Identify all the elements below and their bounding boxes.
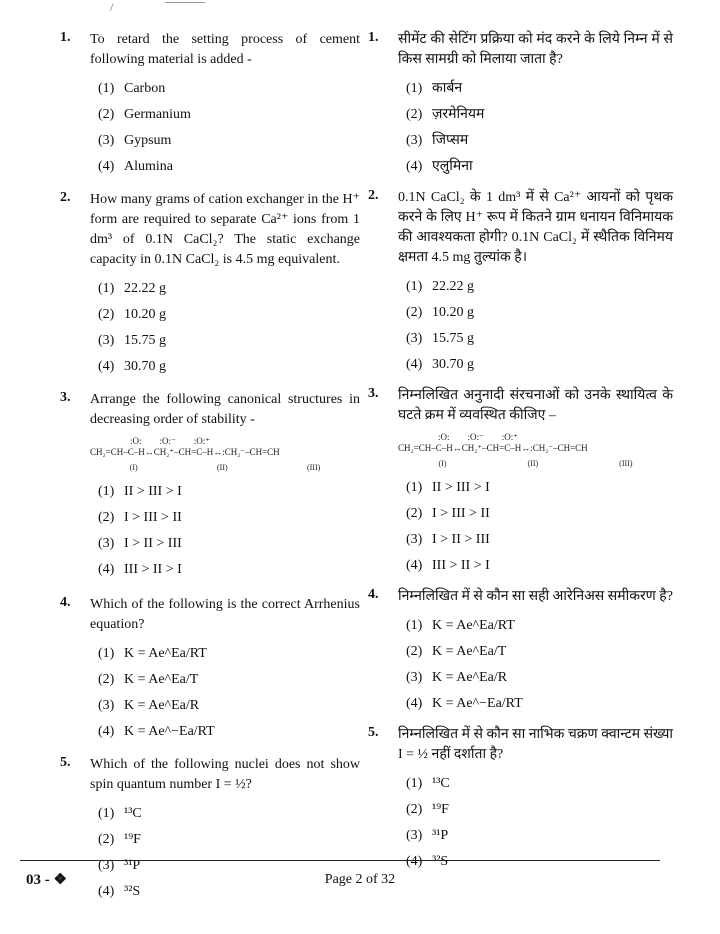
option-number: (3) xyxy=(406,532,423,547)
question-3-en xyxy=(60,390,360,583)
option-text: III > II > I xyxy=(124,562,182,577)
pen-mark: / xyxy=(110,0,114,14)
option-1 xyxy=(98,641,360,667)
question-text: Arrange the following canonical structures in decreasing order of stability - xyxy=(90,392,360,427)
option-number: (4) xyxy=(406,696,423,711)
options-list xyxy=(406,76,673,180)
question-text: 0.1N CaCl₂ के 1 dm³ में से Ca²⁺ आयनों को पृथक करने के लिए H⁺ रूप में कितने ग्राम धनायन विनिमायक की आवश्यकता होगी? 0.1N CaCl₂ में स्थैतिक विनिमय क्षमता 4.5 mg तुल्यांक है। xyxy=(398,190,673,265)
option-number: (3) xyxy=(98,858,115,873)
question-number: 3. xyxy=(368,386,379,401)
option-number: (3) xyxy=(98,133,115,148)
option-number: (1) xyxy=(98,646,115,661)
question-number: 2. xyxy=(368,188,379,203)
option-2 xyxy=(98,505,360,531)
option-number: (1) xyxy=(98,806,115,821)
option-1 xyxy=(406,613,673,639)
option-text: ³²S xyxy=(432,854,449,869)
option-3 xyxy=(406,823,673,849)
question-number: 4. xyxy=(368,587,379,602)
option-number: (1) xyxy=(406,480,423,495)
option-number: (2) xyxy=(406,644,423,659)
option-1 xyxy=(98,801,360,827)
question-number: 1. xyxy=(60,30,71,45)
option-number: (4) xyxy=(98,724,115,739)
option-text: 22.22 g xyxy=(432,279,474,294)
option-number: (2) xyxy=(98,107,115,122)
question-number: 1. xyxy=(368,30,379,45)
option-number: (3) xyxy=(406,670,423,685)
option-2 xyxy=(406,300,673,326)
options-list xyxy=(98,76,360,180)
option-number: (4) xyxy=(406,558,423,573)
question-text: सीमेंट की सेटिंग प्रक्रिया को मंद करने के लिये निम्न में से किस सामग्री को मिलाया जाता है? xyxy=(398,32,673,67)
option-number: (2) xyxy=(98,510,115,525)
option-2 xyxy=(406,639,673,665)
option-1 xyxy=(98,276,360,302)
option-text: K = Ae^Ea/R xyxy=(124,698,200,713)
option-4 xyxy=(98,719,360,745)
question-2-hi xyxy=(368,188,673,378)
option-number: (2) xyxy=(406,305,423,320)
option-text: ³¹P xyxy=(124,858,141,873)
canonical-structures xyxy=(90,436,360,473)
option-text: K = Ae^Ea/T xyxy=(432,644,507,659)
option-number: (3) xyxy=(98,698,115,713)
option-4 xyxy=(406,553,673,579)
option-number: (2) xyxy=(98,672,115,687)
option-text: II > III > I xyxy=(432,480,490,495)
options-list xyxy=(98,801,360,905)
option-text: एलुमिना xyxy=(432,159,473,174)
option-2 xyxy=(406,102,673,128)
option-1 xyxy=(98,479,360,505)
question-3-hi xyxy=(368,386,673,579)
option-text: I > II > III xyxy=(432,532,490,547)
options-list xyxy=(98,276,360,380)
option-text: ³¹P xyxy=(432,828,449,843)
option-number: (4) xyxy=(98,884,115,899)
structure-formula: CH₂=CH–C–H↔CH₂⁺–CH=C–H↔:CH₂⁻–CH=CH xyxy=(90,447,280,457)
option-number: (4) xyxy=(98,562,115,577)
option-text: ज़रमेनियम xyxy=(432,107,485,122)
question-number: 2. xyxy=(60,190,71,205)
option-number: (2) xyxy=(98,832,115,847)
option-1 xyxy=(406,475,673,501)
option-3 xyxy=(406,326,673,352)
option-1 xyxy=(98,76,360,102)
option-text: 22.22 g xyxy=(124,281,166,296)
option-number: (1) xyxy=(406,81,423,96)
question-4-hi xyxy=(368,587,673,717)
structure-label: (I) xyxy=(438,459,447,468)
option-number: (1) xyxy=(406,618,423,633)
question-number: 3. xyxy=(60,390,71,405)
structure-label: (II) xyxy=(216,463,228,472)
structure-label: (II) xyxy=(527,459,539,468)
page-number: Page 2 of 32 xyxy=(324,872,396,887)
option-number: (1) xyxy=(406,279,423,294)
option-number: (3) xyxy=(98,333,115,348)
options-list xyxy=(98,479,360,583)
option-number: (3) xyxy=(406,331,423,346)
option-4 xyxy=(406,352,673,378)
option-text: 10.20 g xyxy=(124,307,166,322)
question-1-hi xyxy=(368,30,673,180)
option-text: Germanium xyxy=(124,107,191,122)
option-text: जिप्सम xyxy=(432,133,469,148)
pen-stroke xyxy=(165,2,205,3)
option-3 xyxy=(406,665,673,691)
option-text: Gypsum xyxy=(124,133,172,148)
question-text: निम्नलिखित अनुनादी संरचनाओं को उनके स्थायित्व के घटते क्रम में व्यवस्थित कीजिए – xyxy=(398,388,673,423)
option-text: K = Ae^Ea/RT xyxy=(432,618,515,633)
option-1 xyxy=(406,771,673,797)
option-text: ¹⁹F xyxy=(432,802,449,817)
structure-label: (III) xyxy=(619,459,633,468)
question-number: 5. xyxy=(368,725,379,740)
option-1 xyxy=(406,274,673,300)
question-text: To retard the setting process of cement following material is added - xyxy=(90,32,360,67)
question-text: निम्नलिखित में से कौन सा नाभिक चक्रण क्वान्टम संख्या I = ½ नहीं दर्शाता है? xyxy=(398,727,673,762)
option-3 xyxy=(98,531,360,557)
option-text: ¹⁹F xyxy=(124,832,141,847)
question-2-en xyxy=(60,190,360,380)
option-number: (2) xyxy=(98,307,115,322)
question-number: 5. xyxy=(60,755,71,770)
option-number: (2) xyxy=(406,506,423,521)
option-text: ¹³C xyxy=(432,776,450,791)
option-2 xyxy=(406,797,673,823)
structure-label: (I) xyxy=(129,463,138,472)
question-number: 4. xyxy=(60,595,71,610)
question-1-en xyxy=(60,30,360,180)
structure-oxygens: :O: :O:⁻ :O:⁺ xyxy=(130,436,211,446)
option-text: K = Ae^Ea/T xyxy=(124,672,199,687)
option-number: (4) xyxy=(98,359,115,374)
option-text: I > III > II xyxy=(432,506,490,521)
options-list xyxy=(406,274,673,378)
option-number: (3) xyxy=(406,133,423,148)
option-number: (4) xyxy=(98,159,115,174)
option-text: 10.20 g xyxy=(432,305,474,320)
structure-labels xyxy=(90,462,360,473)
option-text: I > II > III xyxy=(124,536,182,551)
hindi-column xyxy=(368,30,673,875)
options-list xyxy=(98,641,360,745)
option-text: ³²S xyxy=(124,884,141,899)
structure-formula: CH₂=CH–C–H↔CH₂⁺–CH=C–H↔:CH₂⁻–CH=CH xyxy=(398,443,588,453)
structure-label: (III) xyxy=(306,463,321,472)
question-text: How many grams of cation exchanger in the H⁺ form are required to separate Ca²⁺ ions from 1 dm³ of 0.1N CaCl₂? The static exchange capacity in 0.1N CaCl₂ is 4.5 mg equivalent. xyxy=(90,192,360,267)
question-text: Which of the following nuclei does not show spin quantum number I = ½? xyxy=(90,757,360,792)
option-4 xyxy=(98,154,360,180)
question-text: Which of the following is the correct Arrhenius equation? xyxy=(90,597,360,632)
option-2 xyxy=(406,501,673,527)
option-3 xyxy=(98,328,360,354)
question-4-en xyxy=(60,595,360,745)
option-2 xyxy=(98,102,360,128)
option-number: (4) xyxy=(406,159,423,174)
options-list xyxy=(406,613,673,717)
question-text: निम्नलिखित में से कौन सा सही आरेनिअस समीकरण है? xyxy=(398,589,673,604)
option-text: Carbon xyxy=(124,81,166,96)
option-3 xyxy=(406,527,673,553)
option-number: (1) xyxy=(98,81,115,96)
option-text: K = Ae^−Ea/RT xyxy=(432,696,523,711)
canonical-structures xyxy=(398,432,673,469)
option-number: (3) xyxy=(406,828,423,843)
option-2 xyxy=(98,302,360,328)
option-number: (4) xyxy=(406,357,423,372)
option-4 xyxy=(406,691,673,717)
option-text: III > II > I xyxy=(432,558,490,573)
option-text: Alumina xyxy=(124,159,173,174)
option-4 xyxy=(406,154,673,180)
option-2 xyxy=(98,667,360,693)
booklet-code: 03 - ❖ xyxy=(26,872,67,888)
option-number: (4) xyxy=(406,854,423,869)
option-text: I > III > II xyxy=(124,510,182,525)
option-number: (1) xyxy=(98,281,115,296)
option-text: 15.75 g xyxy=(432,331,474,346)
option-text: K = Ae^Ea/RT xyxy=(124,646,207,661)
option-1 xyxy=(406,76,673,102)
options-list xyxy=(406,475,673,579)
option-text: कार्बन xyxy=(432,81,463,96)
option-text: ¹³C xyxy=(124,806,142,821)
option-3 xyxy=(98,693,360,719)
option-4 xyxy=(98,557,360,583)
option-number: (3) xyxy=(98,536,115,551)
option-text: K = Ae^−Ea/RT xyxy=(124,724,215,739)
question-5-hi xyxy=(368,725,673,875)
option-text: 30.70 g xyxy=(124,359,166,374)
option-text: 15.75 g xyxy=(124,333,166,348)
option-text: K = Ae^Ea/R xyxy=(432,670,508,685)
option-4 xyxy=(98,354,360,380)
option-number: (2) xyxy=(406,802,423,817)
structure-labels xyxy=(398,458,673,469)
structure-oxygens: :O: :O:⁻ :O:⁺ xyxy=(438,432,519,442)
option-2 xyxy=(98,827,360,853)
option-number: (1) xyxy=(98,484,115,499)
english-column xyxy=(60,30,360,905)
option-number: (1) xyxy=(406,776,423,791)
option-3 xyxy=(98,128,360,154)
option-number: (2) xyxy=(406,107,423,122)
option-3 xyxy=(406,128,673,154)
option-text: II > III > I xyxy=(124,484,182,499)
option-text: 30.70 g xyxy=(432,357,474,372)
footer-divider xyxy=(20,860,660,861)
